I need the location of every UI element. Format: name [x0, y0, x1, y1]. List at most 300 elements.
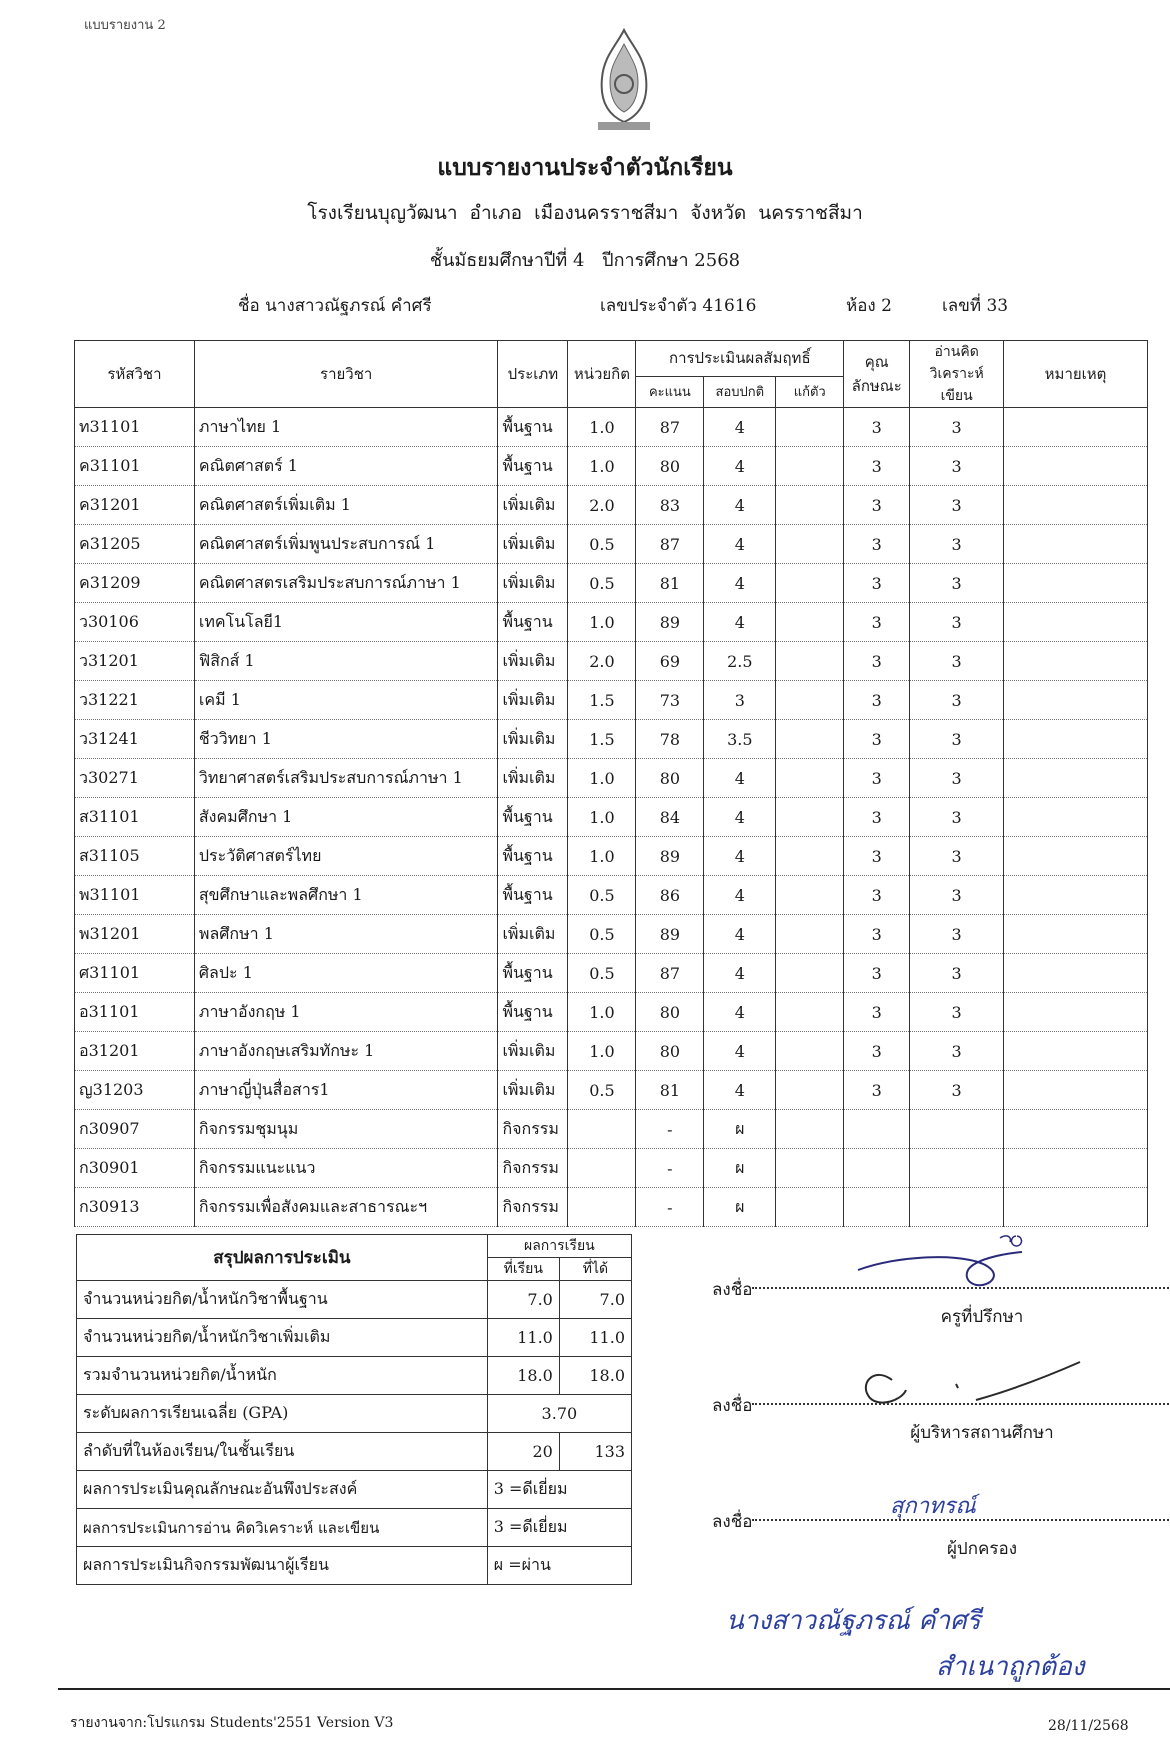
- student-id: เลขประจำตัว 41616: [600, 296, 757, 316]
- summary-value: 3 =ดีเยี่ยม: [487, 1509, 631, 1547]
- cell-remark: [1004, 915, 1148, 954]
- cell-normal: 4: [704, 486, 776, 525]
- school-line: โรงเรียนบุญวัฒนา อำเภอ เมืองนครราชสีมา จังหวัด นครราชสีมา: [307, 202, 863, 224]
- cell-score: 78: [636, 720, 704, 759]
- cell-subject: คณิตศาสตรเสริมประสบการณ์ภาษา 1: [194, 564, 498, 603]
- cell-type: เพิ่มเติม: [498, 1032, 568, 1071]
- table-row: [75, 603, 1148, 642]
- cell-type: เพิ่มเติม: [498, 564, 568, 603]
- summary-earned-header: ที่ได้: [559, 1258, 631, 1281]
- cell-normal: ผ: [704, 1149, 776, 1188]
- cell-retake: [776, 1149, 844, 1188]
- table-row: [75, 837, 1148, 876]
- cell-character: [844, 1149, 910, 1188]
- cell-normal: 4: [704, 1032, 776, 1071]
- cell-code: ส31101: [75, 798, 195, 837]
- summary-label: จำนวนหน่วยกิต/น้ำหนักวิชาเพิ่มเติม: [77, 1319, 488, 1357]
- summary-value: 18.0: [487, 1357, 559, 1395]
- cell-normal: 3: [704, 681, 776, 720]
- cell-character: 3: [844, 720, 910, 759]
- cell-type: เพิ่มเติม: [498, 486, 568, 525]
- cell-code: ว30271: [75, 759, 195, 798]
- cell-reading: 3: [910, 915, 1004, 954]
- cell-code: พ31201: [75, 915, 195, 954]
- table-row: [75, 1110, 1148, 1149]
- summary-label: จำนวนหน่วยกิต/น้ำหนักวิชาพื้นฐาน: [77, 1281, 488, 1319]
- header-retake: แก้ตัว: [776, 376, 844, 407]
- cell-subject: เคมี 1: [194, 681, 498, 720]
- cell-code: ส31105: [75, 837, 195, 876]
- cell-score: 81: [636, 564, 704, 603]
- summary-enrolled-header: ที่เรียน: [487, 1258, 559, 1281]
- cell-type: พื้นฐาน: [498, 954, 568, 993]
- cell-score: 80: [636, 447, 704, 486]
- cell-subject: คณิตศาสตร์เพิ่มพูนประสบการณ์ 1: [194, 525, 498, 564]
- cell-reading: 3: [910, 759, 1004, 798]
- cell-type: กิจกรรม: [498, 1149, 568, 1188]
- summary-label: ลำดับที่ในห้องเรียน/ในชั้นเรียน: [77, 1433, 488, 1471]
- cell-retake: [776, 564, 844, 603]
- cell-credits: 1.0: [568, 993, 636, 1032]
- summary-value: ผ =ผ่าน: [487, 1547, 631, 1585]
- cell-credits: 0.5: [568, 915, 636, 954]
- summary-value: 18.0: [559, 1357, 631, 1395]
- cell-reading: 3: [910, 564, 1004, 603]
- cell-character: [844, 1110, 910, 1149]
- cell-score: 73: [636, 681, 704, 720]
- cell-normal: ผ: [704, 1110, 776, 1149]
- cell-character: 3: [844, 486, 910, 525]
- cell-reading: 3: [910, 681, 1004, 720]
- cell-reading: [910, 1110, 1004, 1149]
- cell-code: อ31201: [75, 1032, 195, 1071]
- cell-credits: 1.0: [568, 1032, 636, 1071]
- summary-gpa-value: 3.70: [487, 1395, 631, 1433]
- header-assessment: การประเมินผลสัมฤทธิ์: [636, 341, 844, 377]
- cell-credits: 1.0: [568, 447, 636, 486]
- cell-retake: [776, 1071, 844, 1110]
- table-row: [75, 798, 1148, 837]
- cell-retake: [776, 954, 844, 993]
- summary-label: รวมจำนวนหน่วยกิต/น้ำหนัก: [77, 1357, 488, 1395]
- parent-handwritten-signature: สุกาทรณ์: [890, 1494, 976, 1519]
- cell-remark: [1004, 759, 1148, 798]
- table-row: [75, 1032, 1148, 1071]
- cell-reading: 3: [910, 1071, 1004, 1110]
- cell-type: เพิ่มเติม: [498, 915, 568, 954]
- cell-code: ค31201: [75, 486, 195, 525]
- footer-date: 28/11/2568: [1048, 1718, 1129, 1734]
- cell-credits: 0.5: [568, 525, 636, 564]
- cell-type: เพิ่มเติม: [498, 759, 568, 798]
- summary-value: 20: [487, 1433, 559, 1471]
- cell-code: ค31101: [75, 447, 195, 486]
- cell-code: ท31101: [75, 408, 195, 447]
- summary-value: 133: [559, 1433, 631, 1471]
- cell-remark: [1004, 1032, 1148, 1071]
- cell-normal: ผ: [704, 1188, 776, 1227]
- cell-credits: 1.0: [568, 408, 636, 447]
- academic-year: ปีการศึกษา 2568: [602, 250, 741, 271]
- table-row: [75, 564, 1148, 603]
- cell-retake: [776, 525, 844, 564]
- cell-normal: 4: [704, 837, 776, 876]
- cell-retake: [776, 837, 844, 876]
- cell-character: 3: [844, 564, 910, 603]
- cell-retake: [776, 1032, 844, 1071]
- cell-credits: [568, 1188, 636, 1227]
- cell-credits: 1.0: [568, 837, 636, 876]
- cell-remark: [1004, 720, 1148, 759]
- cell-character: 3: [844, 954, 910, 993]
- sign-label: ลงชื่อ: [712, 1396, 753, 1416]
- cell-character: 3: [844, 681, 910, 720]
- header-character: คุณ ลักษณะ: [844, 341, 910, 408]
- cell-score: -: [636, 1188, 704, 1227]
- cell-credits: 1.5: [568, 720, 636, 759]
- student-number: เลขที่ 33: [942, 296, 1009, 316]
- footer-source: รายงานจาก:โปรแกรม Students'2551 Version V3: [70, 1715, 394, 1731]
- cell-character: 3: [844, 1032, 910, 1071]
- cell-score: 87: [636, 954, 704, 993]
- cell-remark: [1004, 603, 1148, 642]
- cell-score: 69: [636, 642, 704, 681]
- cell-remark: [1004, 837, 1148, 876]
- cell-normal: 4: [704, 876, 776, 915]
- cell-type: เพิ่มเติม: [498, 1071, 568, 1110]
- cell-score: 87: [636, 525, 704, 564]
- school-seal-emblem: [590, 26, 658, 136]
- cell-normal: 4: [704, 603, 776, 642]
- cell-credits: 0.5: [568, 564, 636, 603]
- cell-score: 80: [636, 759, 704, 798]
- summary-value: 3 =ดีเยี่ยม: [487, 1471, 631, 1509]
- cell-subject: ภาษาไทย 1: [194, 408, 498, 447]
- cell-retake: [776, 915, 844, 954]
- cell-score: 86: [636, 876, 704, 915]
- summary-result-header: ผลการเรียน: [487, 1235, 631, 1258]
- summary-label: ระดับผลการเรียนเฉลี่ย (GPA): [77, 1395, 488, 1433]
- cell-normal: 4: [704, 408, 776, 447]
- cell-remark: [1004, 954, 1148, 993]
- cell-remark: [1004, 798, 1148, 837]
- header-reading: อ่านคิด วิเคราะห์เขียน: [910, 341, 1004, 408]
- summary-label: ผลการประเมินคุณลักษณะอันพึงประสงค์: [77, 1471, 488, 1509]
- table-row: [75, 642, 1148, 681]
- cell-type: กิจกรรม: [498, 1188, 568, 1227]
- cell-remark: [1004, 525, 1148, 564]
- cell-subject: วิทยาศาสตร์เสริมประสบการณ์ภาษา 1: [194, 759, 498, 798]
- cell-reading: 3: [910, 837, 1004, 876]
- cell-retake: [776, 642, 844, 681]
- summary-row-gpa: [77, 1395, 632, 1433]
- table-row: [75, 1071, 1148, 1110]
- cell-character: 3: [844, 603, 910, 642]
- summary-value: 11.0: [559, 1319, 631, 1357]
- header-subject: รายวิชา: [194, 341, 498, 408]
- cell-normal: 2.5: [704, 642, 776, 681]
- cell-retake: [776, 486, 844, 525]
- cell-reading: 3: [910, 954, 1004, 993]
- cell-credits: 0.5: [568, 876, 636, 915]
- header-type: ประเภท: [498, 341, 568, 408]
- cell-code: ก30913: [75, 1188, 195, 1227]
- table-row: [75, 993, 1148, 1032]
- table-row: [75, 447, 1148, 486]
- cell-code: ว31201: [75, 642, 195, 681]
- cell-code: ศ31101: [75, 954, 195, 993]
- cell-retake: [776, 993, 844, 1032]
- cell-character: 3: [844, 525, 910, 564]
- parent-title: ผู้ปกครอง: [946, 1539, 1018, 1559]
- header-remark: หมายเหตุ: [1004, 341, 1148, 408]
- cell-type: กิจกรรม: [498, 1110, 568, 1149]
- cell-normal: 4: [704, 993, 776, 1032]
- cell-subject: ฟิสิกส์ 1: [194, 642, 498, 681]
- cell-remark: [1004, 993, 1148, 1032]
- cell-character: 3: [844, 993, 910, 1032]
- handwritten-certified-note: สำเนาถูกต้อง: [936, 1652, 1085, 1682]
- cell-retake: [776, 408, 844, 447]
- cell-retake: [776, 759, 844, 798]
- cell-character: 3: [844, 876, 910, 915]
- table-row: [75, 954, 1148, 993]
- table-row: [75, 720, 1148, 759]
- cell-credits: 2.0: [568, 642, 636, 681]
- cell-normal: 4: [704, 954, 776, 993]
- cell-reading: 3: [910, 642, 1004, 681]
- summary-row-basic: [77, 1281, 632, 1319]
- cell-code: พ31101: [75, 876, 195, 915]
- student-name: ชื่อ นางสาวณัฐภรณ์ คำศรี: [238, 296, 432, 316]
- cell-credits: 1.5: [568, 681, 636, 720]
- footer-divider: [58, 1688, 1170, 1690]
- table-row: [75, 525, 1148, 564]
- cell-subject: สังคมศึกษา 1: [194, 798, 498, 837]
- header-normal: สอบปกติ: [704, 376, 776, 407]
- cell-subject: กิจกรรมแนะแนว: [194, 1149, 498, 1188]
- cell-character: 3: [844, 837, 910, 876]
- cell-type: เพิ่มเติม: [498, 681, 568, 720]
- grade-level: ชั้นมัธยมศึกษาปีที่ 4: [429, 250, 585, 271]
- cell-credits: 1.0: [568, 798, 636, 837]
- advisor-signature-scribble: [850, 1230, 1030, 1300]
- cell-remark: [1004, 642, 1148, 681]
- cell-reading: 3: [910, 798, 1004, 837]
- cell-code: ว30106: [75, 603, 195, 642]
- table-row: [75, 1188, 1148, 1227]
- cell-subject: กิจกรรมเพื่อสังคมและสาธารณะฯ: [194, 1188, 498, 1227]
- cell-score: 80: [636, 993, 704, 1032]
- cell-code: ญ31203: [75, 1071, 195, 1110]
- table-row: [75, 408, 1148, 447]
- cell-normal: 4: [704, 1071, 776, 1110]
- cell-reading: 3: [910, 525, 1004, 564]
- cell-type: พื้นฐาน: [498, 876, 568, 915]
- cell-subject: กิจกรรมชุมนุม: [194, 1110, 498, 1149]
- summary-row-total: [77, 1357, 632, 1395]
- sign-label: ลงชื่อ: [712, 1512, 753, 1532]
- sign-label: ลงชื่อ: [712, 1280, 753, 1300]
- cell-subject: สุขศึกษาและพลศึกษา 1: [194, 876, 498, 915]
- cell-reading: 3: [910, 993, 1004, 1032]
- cell-code: อ31101: [75, 993, 195, 1032]
- cell-subject: ประวัติศาสตร์ไทย: [194, 837, 498, 876]
- cell-code: ก30901: [75, 1149, 195, 1188]
- cell-character: 3: [844, 1071, 910, 1110]
- cell-retake: [776, 681, 844, 720]
- director-title: ผู้บริหารสถานศึกษา: [910, 1423, 1054, 1443]
- summary-value: 7.0: [559, 1281, 631, 1319]
- cell-remark: [1004, 1071, 1148, 1110]
- cell-character: 3: [844, 408, 910, 447]
- cell-type: พื้นฐาน: [498, 993, 568, 1032]
- table-row: [75, 876, 1148, 915]
- cell-code: ค31205: [75, 525, 195, 564]
- cell-type: พื้นฐาน: [498, 408, 568, 447]
- cell-remark: [1004, 1149, 1148, 1188]
- cell-code: ค31209: [75, 564, 195, 603]
- report-title: แบบรายงานประจำตัวนักเรียน: [437, 154, 733, 181]
- summary-row-rank: [77, 1433, 632, 1471]
- grades-table: [74, 340, 1148, 1227]
- cell-reading: 3: [910, 876, 1004, 915]
- cell-score: 89: [636, 837, 704, 876]
- table-row: [75, 915, 1148, 954]
- cell-type: พื้นฐาน: [498, 798, 568, 837]
- cell-reading: 3: [910, 447, 1004, 486]
- cell-remark: [1004, 876, 1148, 915]
- cell-subject: เทคโนโลยี1: [194, 603, 498, 642]
- cell-character: [844, 1188, 910, 1227]
- cell-retake: [776, 720, 844, 759]
- summary-row-activity: [77, 1547, 632, 1585]
- cell-retake: [776, 447, 844, 486]
- cell-credits: 1.0: [568, 759, 636, 798]
- table-row: [75, 486, 1148, 525]
- cell-reading: 3: [910, 486, 1004, 525]
- cell-score: 89: [636, 603, 704, 642]
- cell-score: -: [636, 1149, 704, 1188]
- cell-credits: 1.0: [568, 603, 636, 642]
- summary-row-reading: [77, 1509, 632, 1547]
- cell-normal: 4: [704, 564, 776, 603]
- cell-retake: [776, 1110, 844, 1149]
- cell-remark: [1004, 408, 1148, 447]
- class-year-line: [0, 245, 1170, 274]
- summary-table: [76, 1234, 632, 1585]
- cell-normal: 4: [704, 759, 776, 798]
- table-row: [75, 681, 1148, 720]
- summary-value: 11.0: [487, 1319, 559, 1357]
- cell-retake: [776, 603, 844, 642]
- cell-score: 80: [636, 1032, 704, 1071]
- cell-type: พื้นฐาน: [498, 837, 568, 876]
- header-credits: หน่วยกิต: [568, 341, 636, 408]
- cell-character: 3: [844, 915, 910, 954]
- cell-reading: 3: [910, 603, 1004, 642]
- summary-label: ผลการประเมินกิจกรรมพัฒนาผู้เรียน: [77, 1547, 488, 1585]
- cell-reading: [910, 1188, 1004, 1227]
- cell-credits: 2.0: [568, 486, 636, 525]
- cell-credits: 0.5: [568, 1071, 636, 1110]
- cell-type: เพิ่มเติม: [498, 642, 568, 681]
- cell-reading: [910, 1149, 1004, 1188]
- cell-normal: 4: [704, 447, 776, 486]
- cell-normal: 4: [704, 798, 776, 837]
- table-row: [75, 1149, 1148, 1188]
- cell-type: พื้นฐาน: [498, 447, 568, 486]
- cell-code: ว31221: [75, 681, 195, 720]
- cell-character: 3: [844, 798, 910, 837]
- cell-normal: 4: [704, 915, 776, 954]
- cell-subject: คณิตศาสตร์เพิ่มเติม 1: [194, 486, 498, 525]
- cell-retake: [776, 1188, 844, 1227]
- cell-character: 3: [844, 642, 910, 681]
- cell-code: ก30907: [75, 1110, 195, 1149]
- summary-row-extra: [77, 1319, 632, 1357]
- handwritten-name-note: นางสาวณัฐภรณ์ คำศรี: [726, 1606, 981, 1636]
- cell-remark: [1004, 564, 1148, 603]
- summary-row-character: [77, 1471, 632, 1509]
- cell-subject: ศิลปะ 1: [194, 954, 498, 993]
- cell-type: เพิ่มเติม: [498, 525, 568, 564]
- summary-title: สรุปผลการประเมิน: [77, 1235, 488, 1281]
- header-score: คะแนน: [636, 376, 704, 407]
- cell-remark: [1004, 1188, 1148, 1227]
- form-code: แบบรายงาน 2: [84, 18, 166, 33]
- cell-normal: 4: [704, 525, 776, 564]
- table-row: [75, 759, 1148, 798]
- cell-score: 81: [636, 1071, 704, 1110]
- cell-character: 3: [844, 759, 910, 798]
- cell-code: ว31241: [75, 720, 195, 759]
- grade-rows: [75, 408, 1148, 1227]
- cell-remark: [1004, 681, 1148, 720]
- summary-label: ผลการประเมินการอ่าน คิดวิเคราะห์ และเขียน: [77, 1509, 488, 1547]
- director-signature-scribble: [852, 1350, 1092, 1410]
- cell-score: 83: [636, 486, 704, 525]
- cell-score: -: [636, 1110, 704, 1149]
- cell-subject: ภาษาอังกฤษ 1: [194, 993, 498, 1032]
- cell-credits: [568, 1149, 636, 1188]
- advisor-title: ครูที่ปรึกษา: [940, 1307, 1024, 1327]
- cell-remark: [1004, 1110, 1148, 1149]
- cell-remark: [1004, 447, 1148, 486]
- cell-score: 89: [636, 915, 704, 954]
- cell-credits: 0.5: [568, 954, 636, 993]
- summary-value: 7.0: [487, 1281, 559, 1319]
- cell-character: 3: [844, 447, 910, 486]
- cell-score: 84: [636, 798, 704, 837]
- cell-subject: คณิตศาสตร์ 1: [194, 447, 498, 486]
- cell-score: 87: [636, 408, 704, 447]
- student-room: ห้อง 2: [846, 296, 892, 316]
- cell-subject: ชีววิทยา 1: [194, 720, 498, 759]
- cell-normal: 3.5: [704, 720, 776, 759]
- cell-subject: พลศึกษา 1: [194, 915, 498, 954]
- cell-retake: [776, 876, 844, 915]
- cell-subject: ภาษาอังกฤษเสริมทักษะ 1: [194, 1032, 498, 1071]
- cell-reading: 3: [910, 408, 1004, 447]
- cell-type: พื้นฐาน: [498, 603, 568, 642]
- cell-remark: [1004, 486, 1148, 525]
- cell-credits: [568, 1110, 636, 1149]
- cell-reading: 3: [910, 1032, 1004, 1071]
- cell-retake: [776, 798, 844, 837]
- cell-reading: 3: [910, 720, 1004, 759]
- cell-subject: ภาษาญี่ปุ่นสื่อสาร1: [194, 1071, 498, 1110]
